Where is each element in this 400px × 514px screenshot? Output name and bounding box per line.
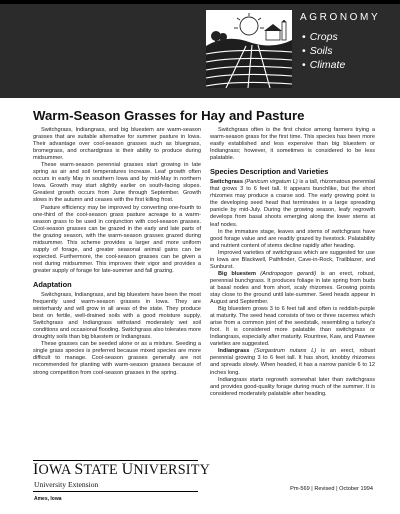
big-bluestem-paragraph: [210, 271, 375, 306]
species-text: is an erect, robust, perennial bunchgrass. It produces foliage in late spring from buds at basal nodes and from short, scaly rhizomes. Growing points stay close to the ground until late-summer. Seed heads appear in August and September.: [210, 270, 375, 306]
location-label: Ames, Iowa: [34, 496, 62, 502]
document-title: Warm-Season Grasses for Hay and Pasture: [33, 108, 305, 123]
paragraph: Indiangrass starts regrowth somewhat later than switchgrass and provides good-quality forage during much of the summer. It is considered moderately palatable after heading.: [210, 376, 375, 397]
topic-soils: [302, 44, 345, 58]
latin-name: (Sorgastrum nutans L): [254, 348, 317, 355]
footer-bottom-rule: [33, 491, 198, 492]
paragraph: Switchgrass, Indiangrass, and big bluestem are warm-season grasses that are suitable alternative for summer pasture in Iowa. Their advantage over cool-season grasses such as bluegrass, bromegrass, and orchardgrass is their ability to produce during midsummer.: [33, 127, 201, 162]
species-name: Big bluestem: [218, 270, 256, 277]
topic-label: Crops: [309, 31, 338, 43]
agronomy-heading: AGRONOMY: [300, 12, 381, 23]
topic-climate: [302, 58, 345, 72]
section-heading-adaptation: Adaptation: [33, 279, 72, 289]
section-heading-species: Species Description and Varieties: [210, 167, 329, 177]
header-banner: [0, 0, 400, 98]
paragraph: Pasture efficiency may be improved by converting one-fourth to one-third of the cool-season grass pasture acreage to a warm-season grass to be used in conjunction with cool-season grasses. Cool-season grasses can be grazed in the early and late parts of the grazing season, with the warm-season grasses grazed during midsummer. This scheme provides a larger and more uniform supply of forage, and greater seasonal animal gains can be expected. Furthermore, the cool-season grasses can be given a rest during midsummer. This improves their vigor and provides a greater supply of forage for late-summer and fall grazing.: [33, 204, 201, 274]
paragraph: These grasses can be seeded alone or as a mixture. Seeding a single grass species is preferred because mixed species are more difficult to manage. Cool-season grasses generally are not recommended for planting with warm-season grasses because of strong competition from cool-season grasses in the spring.: [33, 341, 201, 376]
paragraph: Improved varieties of switchgrass which are suggested for use in Iowa are Blackwell, Pathfinder, Cave-in-Rock, Trailblazer, and Sunburst.: [210, 249, 375, 270]
indiangrass-paragraph: [210, 348, 375, 376]
topic-label: Soils: [309, 45, 333, 57]
species-text: is a tall, rhizomatous perennial that grows 3 to 6 feet tall. It appears bunchlike, but the short rhizomes may produce a coarse sod. The early growing point is the developing seed head that terminates in a large spreading panicle by mid-July. During the growing season, leafy regrowth develops from basal shoots emerging along the lower stems at leaf nodes.: [210, 179, 375, 228]
left-column: [33, 127, 201, 377]
latin-name: (Panicum virgatum L): [244, 179, 298, 186]
extension-label: University Extension: [34, 480, 99, 489]
bullet-icon: •: [302, 31, 306, 43]
university-wordmark: IOWA STATE UNIVERSITY: [33, 461, 211, 478]
right-column: [210, 127, 375, 398]
latin-name: (Andropogon gerardi): [260, 270, 317, 277]
species-name: Switchgrass: [210, 179, 243, 186]
species-text: is an erect, robust perennial growing 3 to 6 feet tall. It has short, knobby rhizomes and spreads slowly. When headed, it has a narrow panicle 6 to 12 inches long.: [210, 348, 375, 376]
publication-number: Pm-569 | Revised | October 1994: [290, 486, 373, 492]
bullet-icon: •: [302, 45, 306, 57]
topic-crops: [302, 30, 345, 44]
paragraph: Switchgrass often is the first choice among farmers trying a warm-season grass for the first time. This species has been more easily established and less expensive than big bluestem or Indiangrass; however, it sometimes is considered to be less palatable.: [210, 127, 375, 162]
switchgrass-paragraph: [210, 179, 375, 228]
topic-label: Climate: [309, 59, 346, 71]
bullet-icon: •: [302, 59, 306, 71]
farm-landscape-icon: [206, 10, 292, 88]
paragraph: In the immature stage, leaves and stems of switchgrass have good forage value and are readily grazed by livestock. Palatability and nutrient content of stems decline rapidly after heading.: [210, 228, 375, 249]
paragraph: Switchgrass, Indiangrass, and big bluestem have been the most frequently used warm-season grasses in Iowa. They are winterhardy and will grow in all areas of the state. They produce best on fertile, well-drained soils with a good moisture supply. Switchgrass and Indiangrass withstand moderately wet soil conditions and occasional flooding. Switchgrass also tolerates more droughty soils than big bluestem or Indiangrass.: [33, 291, 201, 341]
species-name: Indiangrass: [218, 348, 250, 355]
header-top-rule: [0, 0, 400, 4]
paragraph: Big bluestem grows 3 to 6 feet tall and often is reddish-purple at maturity. The seed head consists of two or three racemes which arise from a common joint of the seedstalk, resembling a turkey's foot. It is considered more palatable than switchgrass or Indiangrass, especially after maturity. Rountree, Kaw, and Pawnee varieties are suggested.: [210, 306, 375, 348]
topic-list: [302, 30, 345, 72]
paragraph: These warm-season perennial grasses start growing in late spring as air and soil temperatures increase. Leaf growth often occurs in early May in southern Iowa and by mid-May in northern Iowa. Growth may start slightly earlier on south-facing slopes. Greatest growth occurs from June through September. Growth slows in the autumn and ceases with the first killing frost.: [33, 162, 201, 204]
